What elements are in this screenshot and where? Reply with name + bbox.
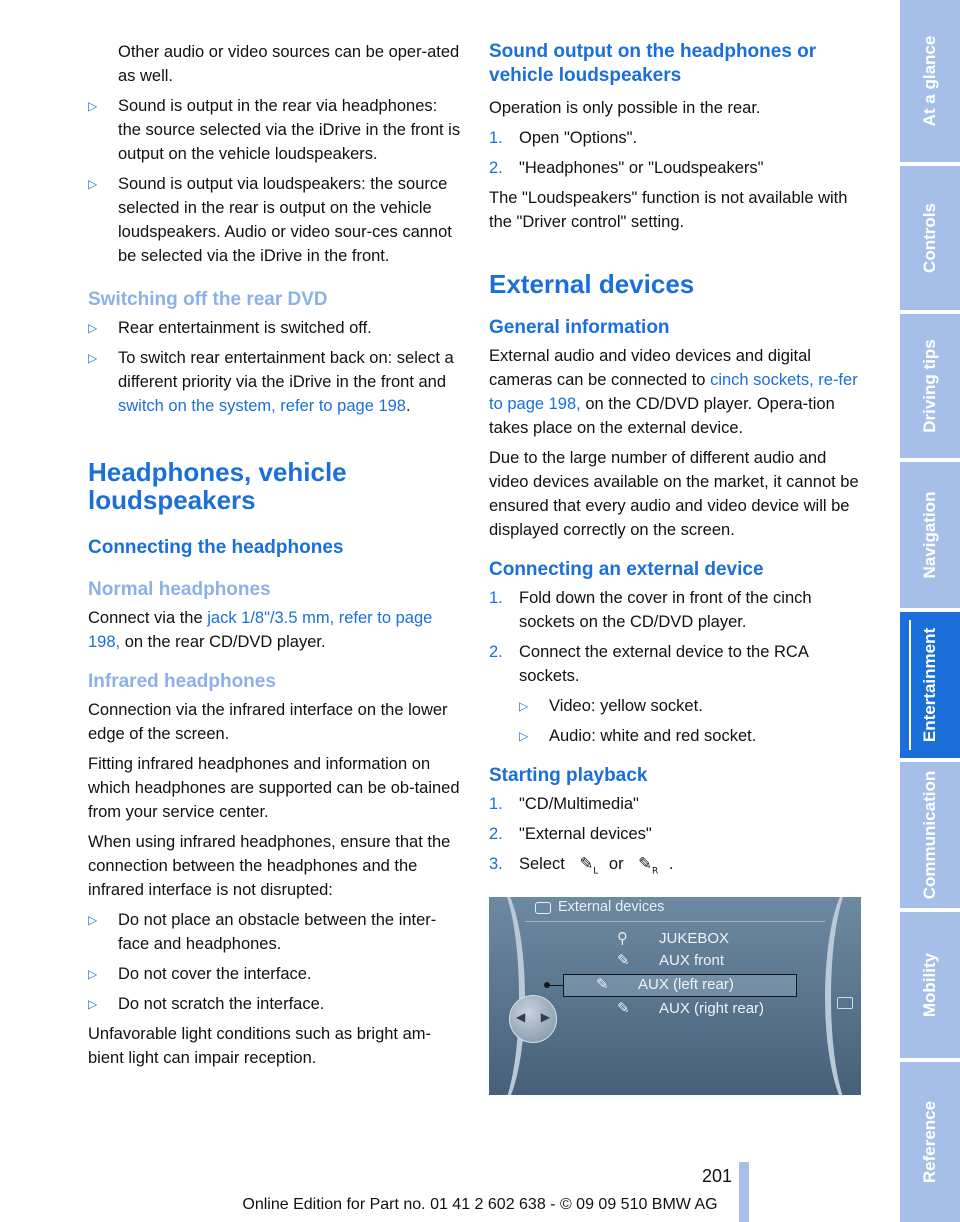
menu-item-aux-front[interactable]: ✎ AUX front — [617, 951, 725, 970]
screen-title: External devices — [558, 899, 665, 916]
tab-at-a-glance[interactable]: At a glance — [900, 0, 960, 162]
external-devices-icon — [535, 902, 551, 914]
heading-connecting-headphones: Connecting the headphones — [88, 537, 344, 558]
tab-mobility[interactable]: Mobility — [900, 912, 960, 1058]
list-item: 1. "CD/Multimedia" — [489, 795, 639, 813]
left-column — [88, 40, 463, 1070]
bullet-triangle-icon: ▷ — [88, 997, 98, 1011]
link-jack[interactable]: jack 1/8"/3.5 mm, refer to page 198, — [88, 609, 433, 651]
list-item — [88, 94, 463, 166]
bullet-text: Sound is output via loudspeakers: the source selected in the rear is output on the vehicle loudspeakers. Audio or video sour-ces cannot be selected via the iDrive in the front. — [118, 175, 452, 265]
intro-continuation: Other audio or video sources can be oper-ated as well. — [118, 43, 460, 85]
bullet-triangle-icon: ▷ — [519, 699, 529, 713]
tab-reference[interactable]: Reference — [900, 1062, 960, 1222]
list-item: 2. "Headphones" or "Loudspeakers" — [489, 159, 764, 177]
tab-entertainment[interactable]: Entertainment — [900, 612, 960, 758]
chapter-tabs — [900, 0, 960, 1222]
list-item: ▷ Audio: white and red socket. — [519, 724, 861, 748]
paragraph: External audio and video devices and digital cameras can be connected to cinch sockets, re-fer to page 198, on the CD/DVD player. Opera-tion takes place on the external device. — [489, 347, 858, 437]
list-item: 2. "External devices" — [489, 825, 652, 843]
list-item: 2. Connect the external device to the RCA sockets. ▷ Video: yellow socket. ▷ Audio: white and red socket. — [489, 640, 861, 748]
link-switch-on-system[interactable]: switch on the system, refer to page 198 — [118, 397, 406, 415]
controller-knob-icon — [509, 995, 557, 1043]
list-item — [88, 172, 463, 268]
heading-general-information: General information — [489, 317, 670, 338]
screen-right-arc — [825, 897, 861, 1095]
bullet-text: Sound is output in the rear via headphones: the source selected via the iDrive in the front is output on the vehicle loudspeakers. — [118, 97, 461, 163]
usb-icon: ⚲ — [617, 929, 628, 948]
aux-plug-icon: ✎ — [617, 951, 630, 970]
bullet-triangle-icon: ▷ — [88, 351, 98, 365]
options-icon — [837, 997, 853, 1009]
list-item — [88, 316, 463, 340]
right-column — [489, 40, 861, 1095]
bullet-text: To switch rear entertainment back on: select a different priority via the iDrive in the front and — [118, 349, 454, 391]
heading-starting-playback: Starting playback — [489, 765, 648, 786]
heading-external-devices: External devices — [489, 269, 695, 299]
menu-item-aux-right-rear[interactable]: ✎ AUX (right rear) — [617, 999, 765, 1018]
bullet-text: Rear entertainment is switched off. — [118, 319, 372, 337]
bullet-triangle-icon: ▷ — [88, 99, 98, 113]
list-item: ▷ Do not cover the interface. — [88, 962, 463, 986]
list-item: ▷ Do not scratch the interface. — [88, 992, 463, 1016]
heading-infrared-headphones: Infrared headphones — [88, 671, 276, 692]
bullet-triangle-icon: ▷ — [88, 177, 98, 191]
list-item: 3. Select $✎_L$ or $✎_R$ . — [489, 854, 674, 877]
list-item: 1. Open "Options". — [489, 129, 638, 147]
heading-normal-headphones: Normal headphones — [88, 579, 271, 600]
paragraph: Unfavorable light conditions such as bright am-bient light can impair reception. — [88, 1025, 432, 1067]
heading-connecting-external: Connecting an external device — [489, 559, 764, 580]
bullet-triangle-icon: ▷ — [88, 321, 98, 335]
arrow-left-icon: ◀ — [516, 1010, 526, 1025]
paragraph: The "Loudspeakers" function is not available with the "Driver control" setting. — [489, 189, 848, 231]
link-cinch-sockets[interactable]: cinch sockets, re-fer to page 198, — [489, 371, 858, 413]
tab-driving-tips[interactable]: Driving tips — [900, 314, 960, 458]
tab-navigation[interactable]: Navigation — [900, 462, 960, 608]
paragraph: When using infrared headphones, ensure that the connection between the headphones and the infrared interface is not disrupted: — [88, 833, 451, 899]
tab-communication[interactable]: Communication — [900, 762, 960, 908]
aux-plug-right-icon: $✎_R$ — [638, 854, 659, 877]
paragraph: Fitting infrared headphones and information on which headphones are supported can be ob-tained from your service center. — [88, 755, 460, 821]
list-item: ▷ To switch rear entertainment back on: select a different priority via the iDrive in the front and switch on the system, refer to page 198. — [88, 346, 463, 418]
list-item: ▷ Video: yellow socket. — [519, 694, 861, 718]
footer: Online Edition for Part no. 01 41 2 602 638 - © 09 09 510 BMW AG — [242, 1196, 718, 1213]
aux-plug-left-icon: $✎_L$ — [579, 854, 599, 877]
bullet-triangle-icon: ▷ — [519, 729, 529, 743]
aux-plug-right-icon: ✎ — [617, 999, 630, 1018]
aux-plug-left-icon: ✎ — [596, 975, 609, 994]
screen-left-arc — [489, 897, 525, 1095]
divider — [525, 921, 825, 922]
bullet-triangle-icon: ▷ — [88, 913, 98, 927]
normal-headphones-text: Connect via the jack 1/8"/3.5 mm, refer to page 198, on the rear CD/DVD player. — [88, 609, 433, 651]
list-item: ▷ Do not place an obstacle between the inter-face and headphones. — [88, 908, 463, 956]
tab-controls[interactable]: Controls — [900, 166, 960, 310]
idrive-screen-image — [489, 897, 861, 1095]
menu-item-aux-left-rear[interactable]: ✎ AUX (left rear) — [563, 974, 797, 997]
menu-item-jukebox[interactable]: ⚲ JUKEBOX — [617, 929, 730, 948]
paragraph: Connection via the infrared interface on the lower edge of the screen. — [88, 701, 448, 743]
list-item: 1. Fold down the cover in front of the cinch sockets on the CD/DVD player. — [489, 589, 812, 631]
heading-headphones: Headphones, vehicle loudspeakers — [88, 457, 347, 515]
paragraph: Due to the large number of different audio and video devices available on the market, it cannot be ensured that every audio and video device will be displayed correctly on the screen. — [489, 449, 859, 539]
active-tab-indicator — [909, 620, 911, 750]
arrow-right-icon: ▶ — [540, 1010, 550, 1025]
paragraph: Operation is only possible in the rear. — [489, 99, 761, 117]
bullet-triangle-icon: ▷ — [88, 967, 98, 981]
heading-sound-output: Sound output on the headphones or vehicle loudspeakers — [489, 41, 817, 86]
heading-switching-off: Switching off the rear DVD — [88, 289, 328, 310]
pointer-dot — [544, 982, 550, 988]
page-number: 201 — [702, 1166, 733, 1186]
